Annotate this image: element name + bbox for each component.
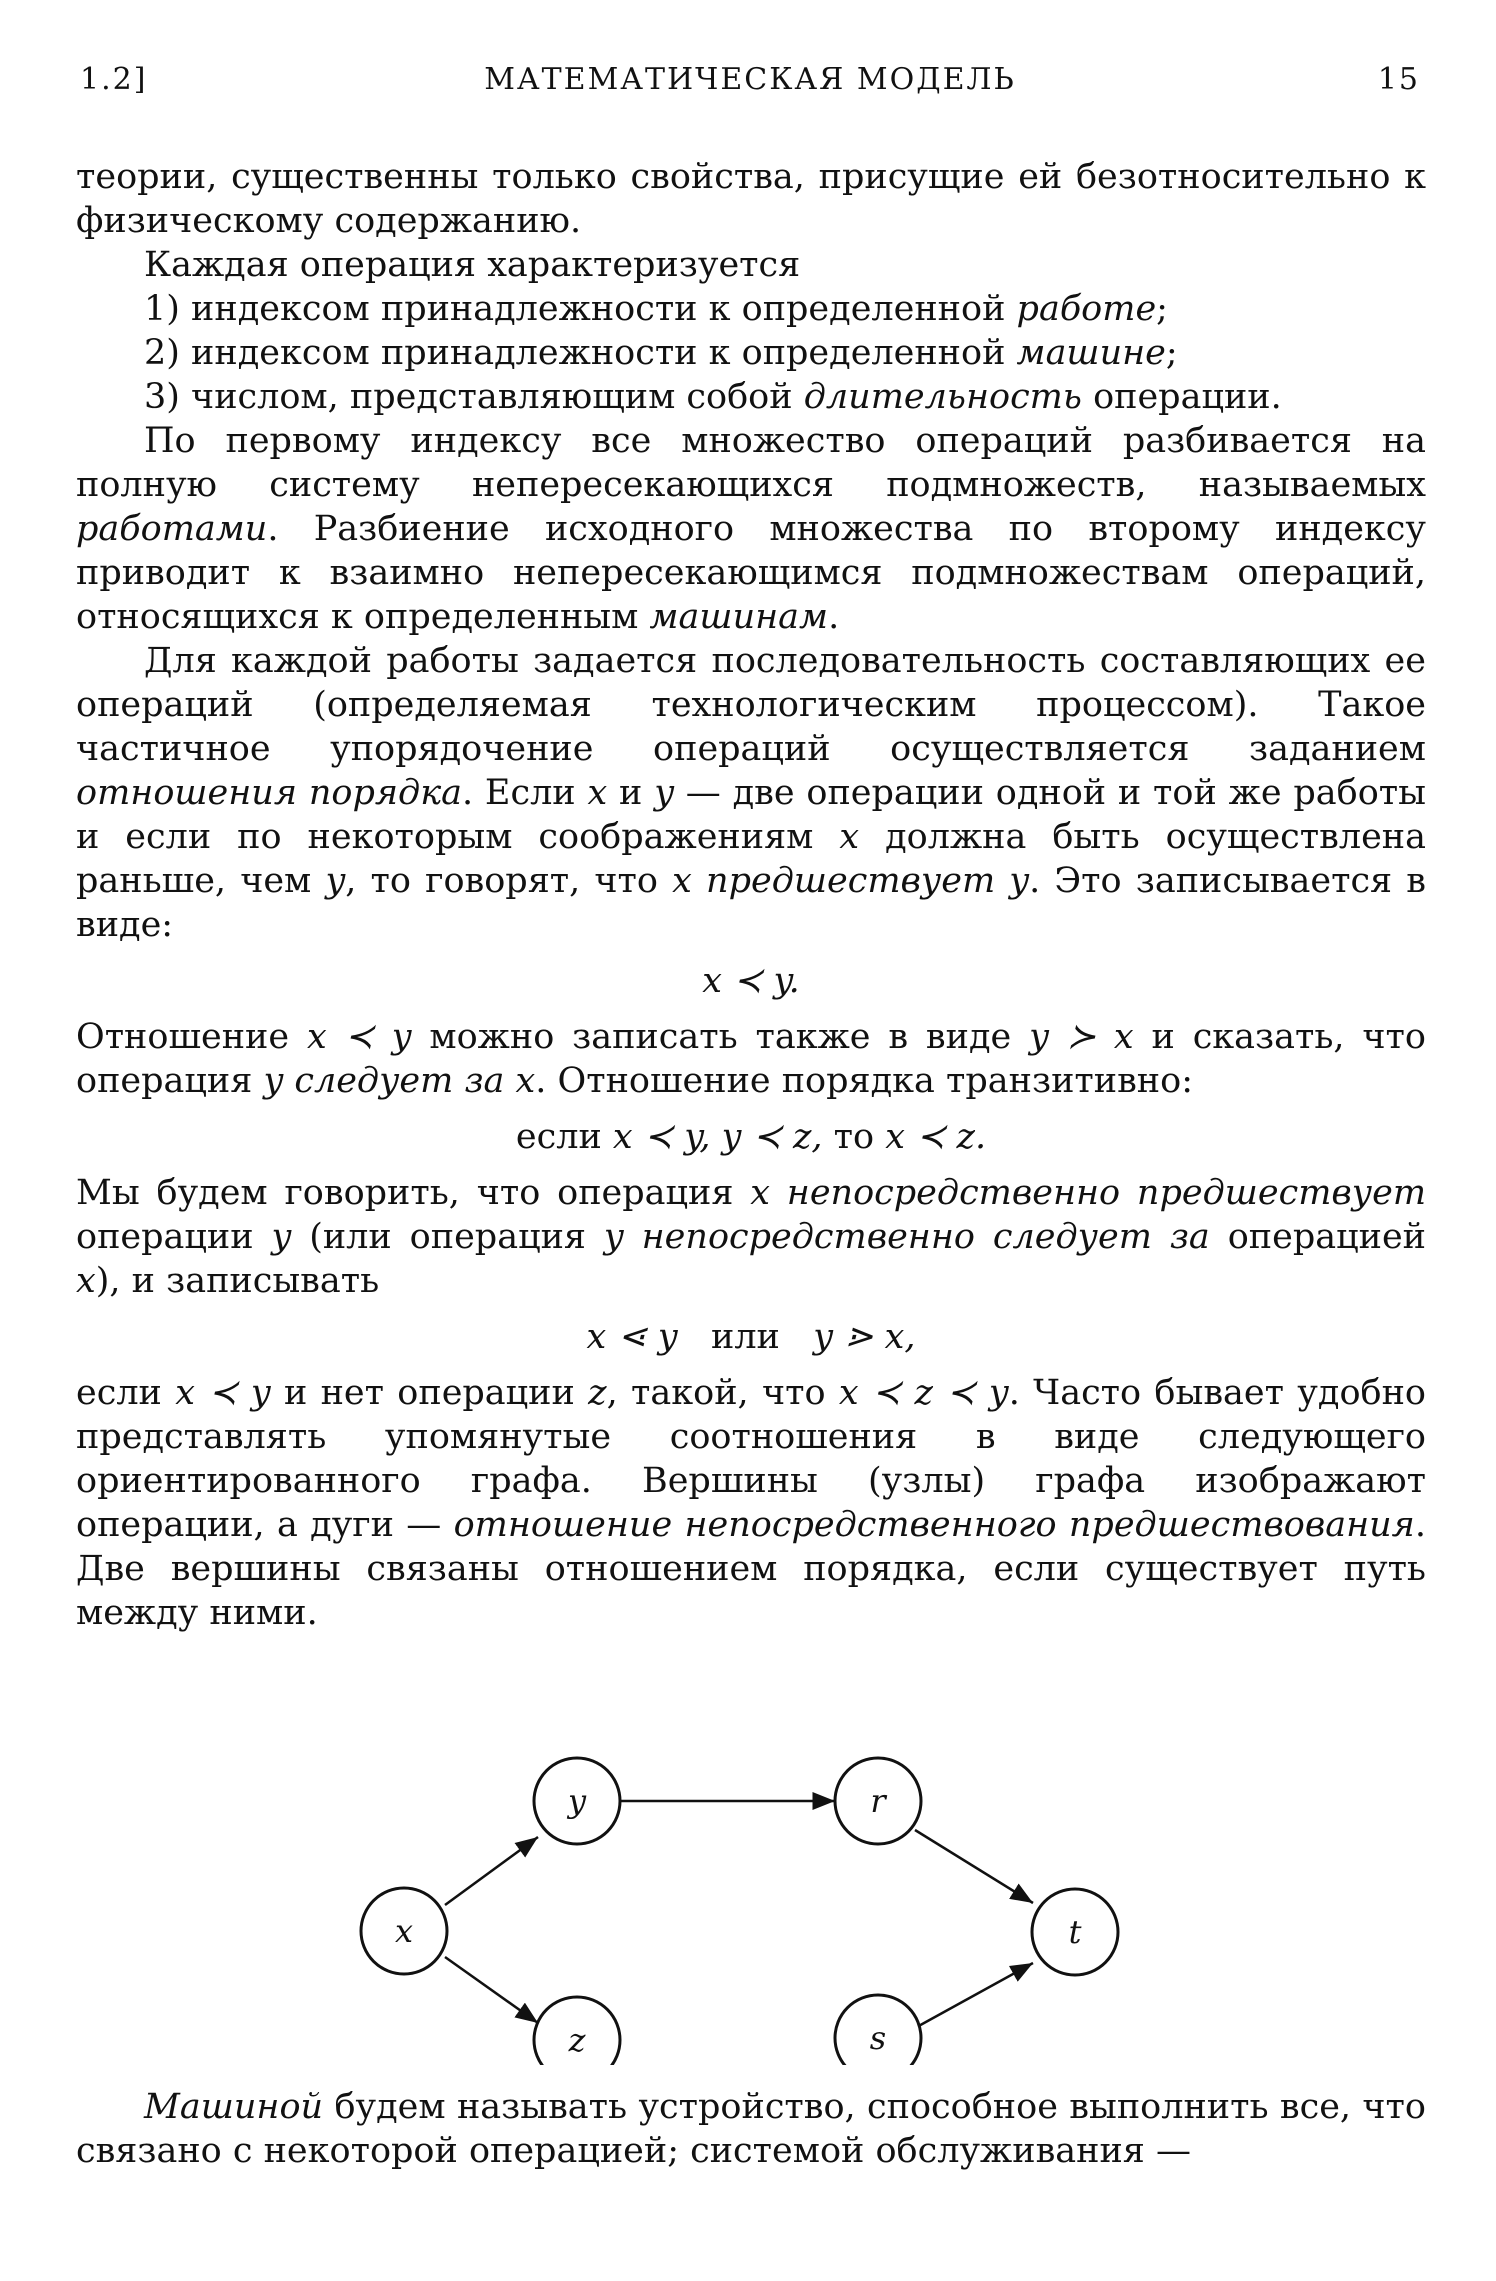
svg-text:x: x [394, 1912, 414, 1950]
paragraph: Машиной будем называть устройство, способное выполнить все, что связано с некоторой операцией; системой обслуживания — [76, 2087, 1426, 2171]
graph-node-t [1032, 1889, 1118, 1975]
running-head [80, 62, 1420, 112]
paragraph: если x ≺ y и нет операции z, такой, что x ≺ z ≺ y. Часто бывает удобно представлять упомянутые соотношения в виде следующего ориентированного графа. Вершины (узлы) графа изображают операции, а дуги — отношение непосредственного предшествования. Две вершины связаны отношением порядка, если существует путь между ними. [76, 1373, 1426, 1633]
section-number: 1.2] [80, 62, 148, 97]
graph-svg [340, 1735, 1120, 2065]
edge-x-y [445, 1837, 538, 1905]
formula: если x ≺ y, y ≺ z, то x ≺ z. [515, 1117, 987, 1157]
graph-node-r [835, 1758, 921, 1844]
closing-text [76, 2085, 1426, 2173]
svg-text:t: t [1068, 1913, 1082, 1951]
graph-node-x [361, 1888, 447, 1974]
paragraph: теории, существенны только свойства, присущие ей безотносительно к физическому содержанию. [76, 157, 1426, 241]
svg-text:y: y [567, 1782, 587, 1820]
paragraph: По первому индексу все множество операций разбивается на полную систему непересекающихся подмножеств, называемых работами. Разбиение исходного множества по второму индексу приводит к взаимно непересекающимся подмножествам операций, относящихся к определенным машинам. [76, 421, 1426, 637]
main-text [76, 155, 1426, 1635]
graph-node-y [534, 1758, 620, 1844]
formula: x ≺ y. [702, 961, 800, 1001]
graph-node-z [534, 1997, 620, 2065]
svg-text:s: s [869, 2019, 887, 2057]
paragraph: Мы будем говорить, что операция x непосредственно предшествует операции y (или операция y непосредственно следует за операцией x), и записывать [76, 1173, 1427, 1301]
list-item: 1) индексом принадлежности к определенной работе; [144, 289, 1168, 329]
page-number: 15 [1377, 62, 1420, 97]
edge-s-t [915, 1963, 1033, 2028]
svg-text:z: z [568, 2021, 586, 2059]
graph-node-s [835, 1995, 921, 2065]
edge-r-t [915, 1830, 1033, 1903]
edge-x-z [445, 1957, 538, 2023]
paragraph: Отношение x ≺ y можно записать также в виде y ≻ x и сказать, что операция y следует за x. Отношение порядка транзитивно: [76, 1017, 1426, 1101]
list-item: 2) индексом принадлежности к определенной машине; [144, 333, 1178, 373]
paragraph: Для каждой работы задается последовательность составляющих ее операций (определяемая технологическим процессом). Такое частичное упорядочение операций осуществляется заданием отношения порядка. Если x и y — две операции одной и той же работы и если по некоторым соображениям x должна быть осуществлена раньше, чем y, то говорят, что x предшествует y. Это записывается в виде: [76, 641, 1427, 945]
svg-text:r: r [870, 1782, 886, 1820]
paragraph: Каждая операция характеризуется [144, 245, 801, 285]
formula: x ⋖ y или y ⋗ x, [586, 1317, 916, 1357]
precedence-graph [340, 1735, 1120, 2065]
chapter-title: МАТЕМАТИЧЕСКАЯ МОДЕЛЬ [484, 62, 1016, 97]
list-item: 3) числом, представляющим собой длительность операции. [144, 377, 1282, 417]
